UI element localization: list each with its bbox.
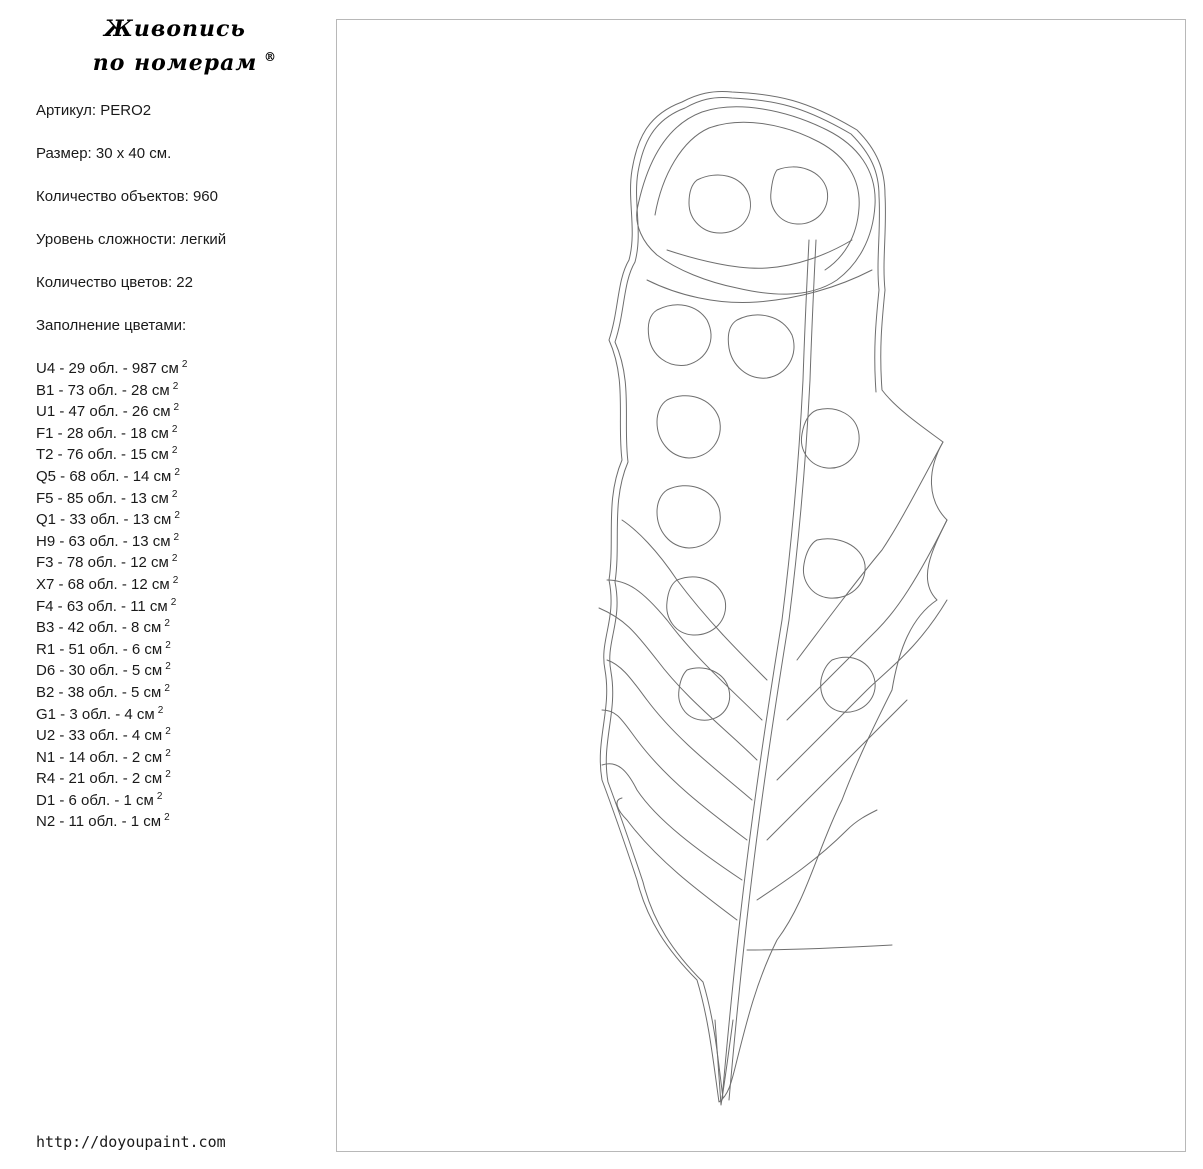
square-unit-superscript: 2	[165, 639, 171, 651]
barb-left-2	[602, 764, 742, 880]
legend-item-text: B2 - 38 обл. - 5 см	[36, 683, 162, 701]
square-unit-superscript: 2	[174, 510, 180, 522]
square-unit-superscript: 2	[165, 726, 171, 738]
mottle-13	[647, 270, 872, 303]
legend-item	[36, 725, 187, 747]
legend-item-text: H9 - 63 обл. - 13 см	[36, 532, 171, 550]
feather-outer-edge	[600, 91, 947, 1102]
website-url: http://doyoupaint.com	[36, 1133, 226, 1151]
mottle-11	[771, 167, 828, 224]
square-unit-superscript: 2	[174, 466, 180, 478]
barb-right-1	[747, 945, 892, 950]
square-unit-superscript: 2	[170, 596, 177, 608]
square-unit-superscript: 2	[181, 359, 188, 370]
barb-left-7	[622, 520, 767, 680]
square-unit-superscript: 2	[173, 531, 180, 543]
legend-item	[36, 596, 187, 618]
legend-item	[36, 552, 187, 574]
square-unit-superscript: 2	[171, 423, 178, 435]
square-unit-superscript: 2	[165, 661, 171, 673]
square-unit-superscript: 2	[173, 402, 180, 414]
legend-item-text: F4 - 63 обл. - 11 см	[36, 597, 168, 615]
registered-mark: ®	[264, 50, 277, 64]
difficulty-label: Уровень сложности: легкий	[36, 231, 227, 248]
mottle-10	[689, 175, 750, 233]
feather-top-blob	[637, 107, 875, 294]
legend-item-text: N2 - 11 обл. - 1 см	[36, 813, 162, 831]
feather-outline-artwork	[337, 20, 1187, 1153]
legend-item	[36, 704, 187, 726]
legend-item-text: N1 - 14 обл. - 2 см	[36, 748, 163, 766]
legend-item	[36, 444, 187, 466]
legend-item	[36, 401, 187, 423]
legend-item-text: R4 - 21 обл. - 2 см	[36, 770, 163, 788]
legend-item-text: U4 - 29 обл. - 987 см	[36, 360, 179, 377]
legend-item	[36, 639, 187, 661]
barb-right-6	[797, 442, 943, 660]
barb-left-5	[599, 608, 757, 760]
square-unit-superscript: 2	[157, 704, 164, 716]
mottle-5	[657, 486, 720, 548]
legend-item-text: G1 - 3 обл. - 4 см	[36, 705, 155, 723]
legend-item	[36, 790, 187, 812]
barb-right-2	[757, 810, 877, 900]
mottle-12	[667, 240, 852, 268]
square-unit-superscript: 2	[171, 553, 178, 565]
brand-logo	[60, 12, 290, 80]
feather-shaft	[722, 240, 809, 1100]
square-unit-superscript: 2	[164, 812, 170, 824]
square-unit-superscript: 2	[172, 574, 179, 586]
legend-item-text: U2 - 33 обл. - 4 см	[36, 727, 163, 745]
barb-left-6	[607, 580, 762, 720]
square-unit-superscript: 2	[164, 682, 170, 694]
mottle-6	[803, 539, 865, 598]
legend-item-text: Q5 - 68 обл. - 14 см	[36, 467, 172, 485]
legend-item-text: F3 - 78 обл. - 12 см	[36, 554, 169, 572]
square-unit-superscript: 2	[171, 445, 178, 457]
legend-item	[36, 466, 187, 488]
color-fill-legend	[36, 358, 187, 833]
mottle-3	[657, 396, 720, 458]
size-label: Размер: 30 х 40 см.	[36, 145, 172, 162]
mottle-8	[821, 657, 875, 712]
mottle-4	[801, 409, 859, 468]
legend-item	[36, 423, 187, 445]
legend-item	[36, 768, 187, 790]
legend-item-text: T2 - 76 обл. - 15 см	[36, 446, 169, 464]
fill-heading: Заполнение цветами:	[36, 317, 187, 334]
objects-count-label: Количество объектов: 960	[36, 188, 218, 205]
mottle-7	[667, 577, 726, 635]
legend-item	[36, 747, 187, 769]
square-unit-superscript: 2	[156, 790, 163, 802]
legend-item-text: Q1 - 33 обл. - 13 см	[36, 511, 172, 529]
brand-line-1: Живопись	[104, 16, 246, 42]
brand-line-2: по номерам	[92, 50, 258, 76]
legend-item-text: X7 - 68 обл. - 12 см	[36, 575, 170, 593]
legend-item-text: F1 - 28 обл. - 18 см	[36, 424, 169, 442]
legend-item	[36, 660, 187, 682]
product-info	[36, 100, 226, 358]
square-unit-superscript: 2	[172, 380, 179, 392]
article-label: Артикул: PERO2	[36, 102, 152, 119]
legend-item-text: D1 - 6 обл. - 1 см	[36, 791, 154, 809]
legend-item	[36, 380, 187, 402]
barb-left-4	[607, 660, 752, 800]
painting-canvas	[336, 19, 1186, 1152]
colors-count-label: Количество цветов: 22	[36, 274, 193, 291]
mottle-1	[648, 305, 711, 366]
square-unit-superscript: 2	[164, 618, 170, 630]
square-unit-superscript: 2	[165, 747, 171, 759]
legend-item	[36, 509, 187, 531]
legend-item-text: D6 - 30 обл. - 5 см	[36, 662, 163, 680]
mottle-2	[728, 315, 794, 378]
legend-item	[36, 358, 187, 380]
legend-item-text: U1 - 47 обл. - 26 см	[36, 403, 171, 421]
barb-right-3	[767, 700, 907, 840]
square-unit-superscript: 2	[171, 488, 178, 500]
barb-left-3	[602, 710, 747, 840]
square-unit-superscript: 2	[165, 769, 171, 781]
legend-item	[36, 531, 187, 553]
legend-item	[36, 682, 187, 704]
legend-item-text: R1 - 51 обл. - 6 см	[36, 640, 163, 658]
legend-item-text: B1 - 73 обл. - 28 см	[36, 381, 170, 399]
legend-item-text: F5 - 85 обл. - 13 см	[36, 489, 169, 507]
legend-item-text: B3 - 42 обл. - 8 см	[36, 619, 162, 637]
feather-top-blob-inner	[655, 122, 859, 270]
legend-item	[36, 811, 187, 833]
legend-item	[36, 617, 187, 639]
legend-item	[36, 574, 187, 596]
legend-item	[36, 488, 187, 510]
